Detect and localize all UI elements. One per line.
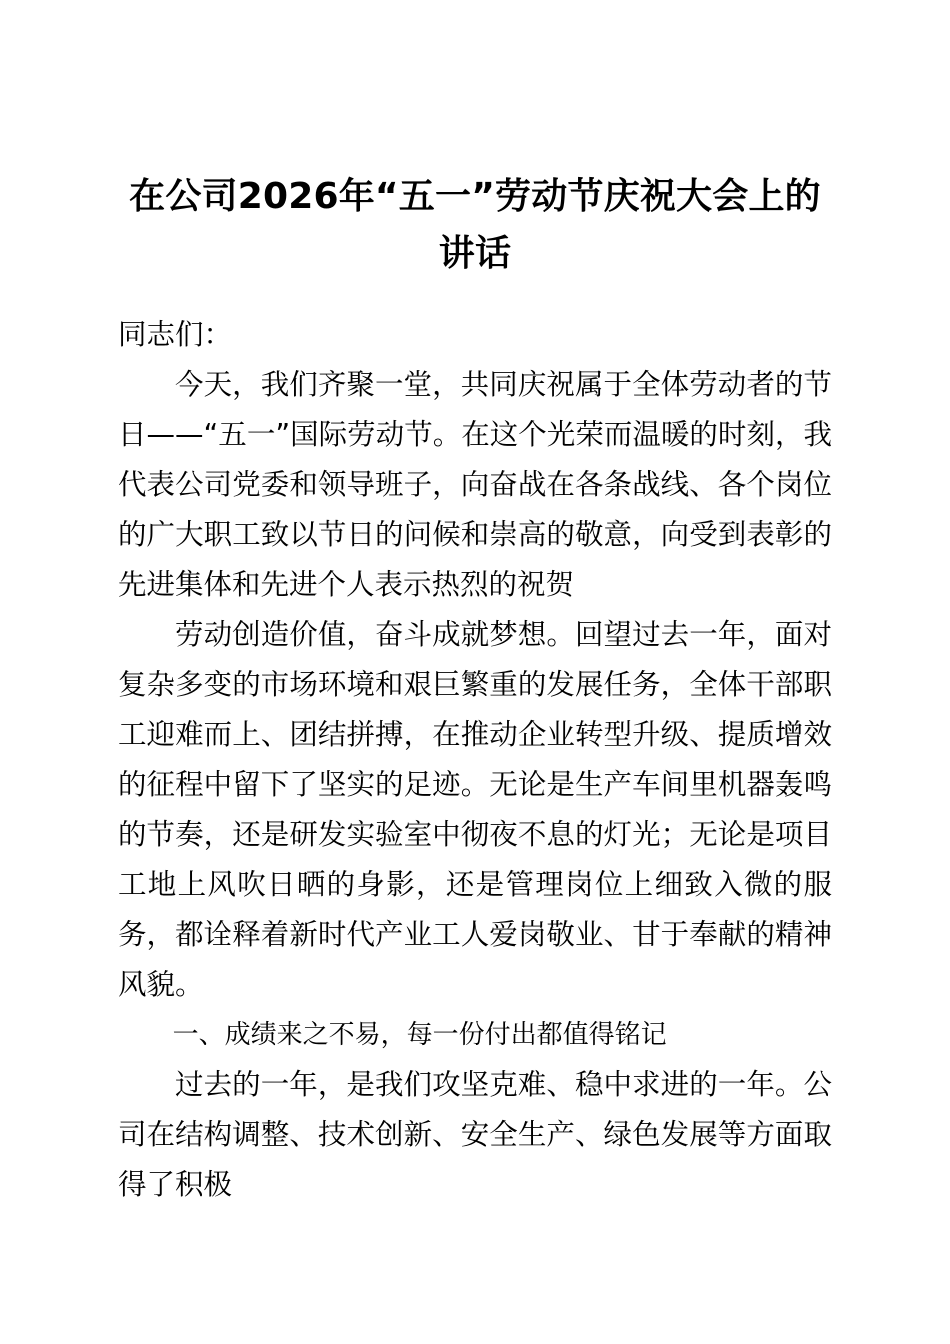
page-title-line-1: 在公司2026年“五一”劳动节庆祝大会上的	[129, 176, 821, 217]
page-title	[118, 0, 832, 282]
paragraph-1: 今天，我们齐聚一堂，共同庆祝属于全体劳动者的节日——“五一”国际劳动节。在这个光荣而温暖的时刻，我代表公司党委和领导班子，向奋战在各条战线、各个岗位的广大职工致以节日的问候和崇高的敬意，向受到表彰的先进集体和先进个人表示热烈的祝贺	[118, 368, 832, 601]
section-body-1: 过去的一年，是我们攻坚克难、稳中求进的一年。公司在结构调整、技术创新、安全生产、绿色发展等方面取得了积极	[118, 1068, 832, 1201]
section-heading-1: 一、成绩来之不易，每一份付出都值得铭记	[172, 1020, 667, 1050]
page-title-line-2: 讲话	[438, 233, 512, 274]
document-body	[118, 0, 832, 1210]
salutation: 同志们：	[118, 318, 233, 351]
paragraph-2: 劳动创造价值，奋斗成就梦想。回望过去一年，面对复杂多变的市场环境和艰巨繁重的发展任务，全体干部职工迎难而上、团结拼搏，在推动企业转型升级、提质增效的征程中留下了坚实的足迹。无论是生产车间里机器轰鸣的节奏，还是研发实验室中彻夜不息的灯光；无论是项目工地上风吹日晒的身影，还是管理岗位上细致入微的服务，都诠释着新时代产业工人爱岗敬业、甘于奉献的精神风貌。	[118, 618, 832, 1001]
